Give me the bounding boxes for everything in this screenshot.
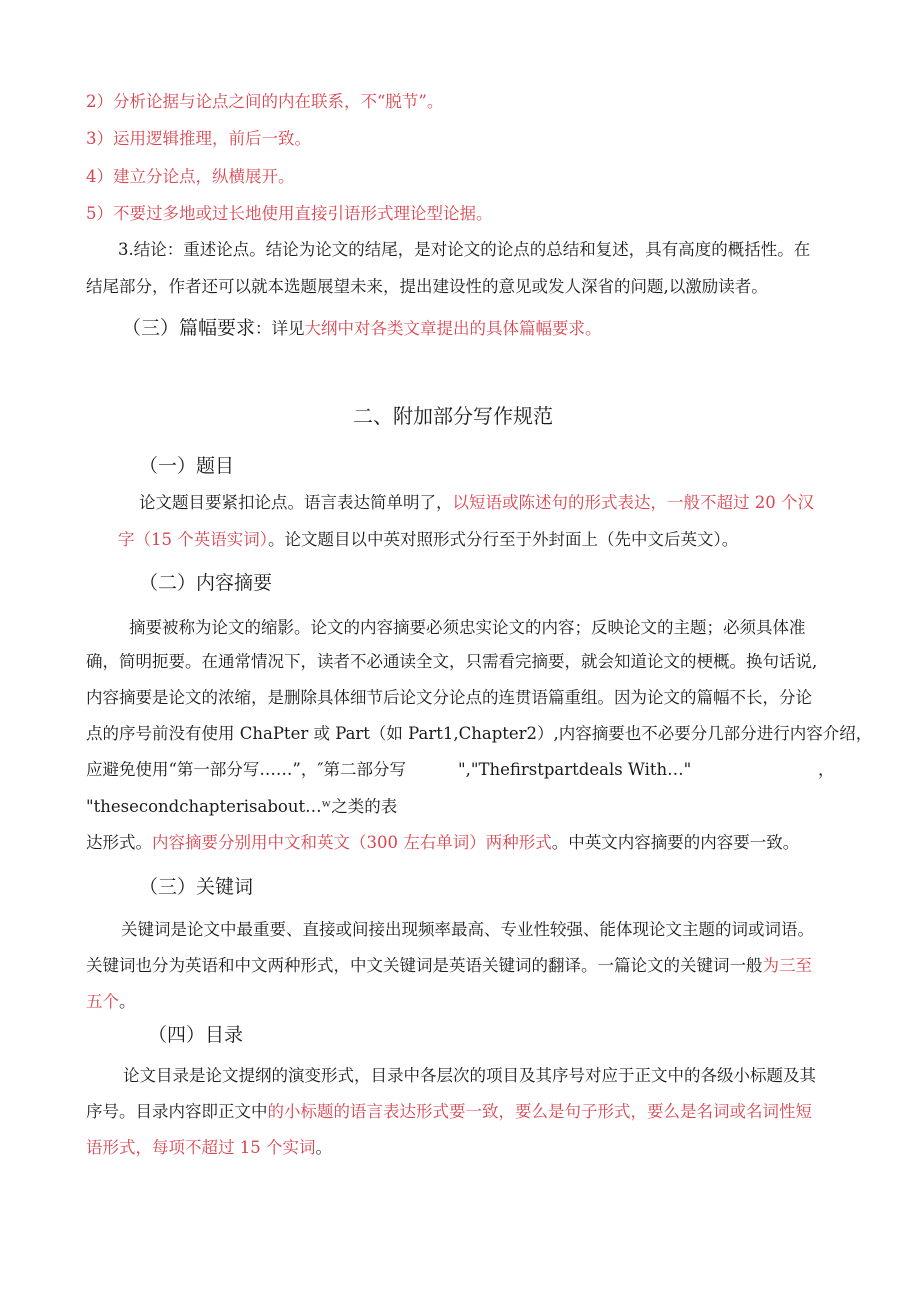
abstract-line-6: "thesecondchapterisabout…ʷ之类的表 <box>86 797 398 816</box>
toc-line-3-red: 语形式，每项不超过 15 个实词 <box>86 1138 316 1157</box>
toc-line-2-red: 的小标题的语言表达形式要一致，要么是句子形式，要么是名词或名词性短 <box>267 1102 812 1121</box>
title-para-black-2: 。论文题目以中英对照形式分行至于外封面上（先中文后英文）。 <box>268 530 739 549</box>
keywords-line-2 <box>86 954 812 978</box>
subheading-keywords: （三）关键词 <box>139 876 254 898</box>
title-para-black: 论文题目要紧扣论点。语言表达简单明了， <box>139 493 453 512</box>
abstract-line-2: 确，简明扼要。在通常情况下，读者不必通读全文，只需看完摘要，就会知道论文的梗概。换句话说, <box>86 652 818 671</box>
section-title: 二、附加部分写作规范 <box>353 404 553 428</box>
toc-line-2 <box>86 1100 812 1124</box>
abstract-line-5a: 应避免使用“第一部分写……”，″第二部分写 <box>86 760 407 779</box>
toc-line-2-black: 序号。目录内容即正文中 <box>86 1102 268 1121</box>
list-item-5: 5）不要过多地或过长地使用直接引语形式理论型论据。 <box>86 204 493 223</box>
abstract-line-5c: ， <box>818 760 835 779</box>
abstract-line-7-red: 内容摘要分别用中文和英文（300 左右单词）两种形式 <box>152 833 552 852</box>
subheading-title: （一）题目 <box>139 455 235 477</box>
abstract-line-7 <box>86 831 799 855</box>
keywords-line-1: 关键词是论文中最重要、直接或间接出现频率最高、专业性较强、能体现论文主题的词或词语。 <box>121 920 814 939</box>
keywords-line-3-black: 。 <box>119 992 136 1011</box>
abstract-line-7-black: 达形式。 <box>86 833 152 852</box>
length-red-text: 大纲中对各类文章提出的具体篇幅要求。 <box>304 319 602 338</box>
keywords-line-3-red: 五个 <box>86 992 119 1011</box>
toc-line-3-black: 。 <box>315 1138 332 1157</box>
abstract-line-5b: ","Thefirstpartdeals With…" <box>458 760 692 779</box>
abstract-line-5 <box>86 758 691 782</box>
list-item-3: 3）运用逻辑推理，前后一致。 <box>86 129 311 148</box>
title-para-line-1 <box>139 491 814 515</box>
toc-line-1: 论文目录是论文提纲的演变形式，目录中各层次的项目及其序号对应于正文中的各级小标题及其 <box>123 1066 816 1085</box>
length-lead: ：详见 <box>255 319 305 338</box>
list-item-4: 4）建立分论点，纵横展开。 <box>86 167 295 186</box>
toc-line-3 <box>86 1136 332 1160</box>
subheading-abstract: （二）内容摘要 <box>139 572 273 594</box>
keywords-line-3 <box>86 990 136 1014</box>
title-para-line-2 <box>118 528 738 552</box>
title-para-red-2: 字（15 个英语实词） <box>118 530 268 549</box>
abstract-line-4: 点的序号前没有使用 ChaPter 或 Part（如 Part1,Chapter2）,内容摘要也不必要分几部分进行内容介绍， <box>86 724 873 743</box>
keywords-line-2-black: 关键词也分为英语和中文两种形式，中文关键词是英语关键词的翻译。一篇论文的关键词一般 <box>86 956 763 975</box>
conclusion-line-1: 3.结论：重述论点。结论为论文的结尾，是对论文的论点的总结和复述，具有高度的概括性。在 <box>118 240 811 259</box>
title-para-red: 以短语或陈述句的形式表达，一般不超过 20 个汉 <box>452 493 814 512</box>
subheading-toc: （四）目录 <box>148 1024 244 1046</box>
abstract-line-3: 内容摘要是论文的浓缩，是删除具体细节后论文分论点的连贯语篇重组。因为论文的篇幅不长，分论 <box>86 688 812 707</box>
keywords-line-2-red: 为三至 <box>762 956 812 975</box>
length-requirement <box>122 316 602 341</box>
list-item-2: 2）分析论据与论点之间的内在联系，不“脱节”。 <box>86 92 444 111</box>
length-heading: （三）篇幅要求 <box>122 317 256 339</box>
abstract-line-7-end: 。中英文内容摘要的内容要一致。 <box>551 833 800 852</box>
abstract-line-1: 摘要被称为论文的缩影。论文的内容摘要必须忠实论文的内容；反映论文的主题；必须具体准 <box>129 618 806 637</box>
conclusion-line-2: 结尾部分，作者还可以就本选题展望未来，提出建设性的意见或发人深省的问题,以激励读者。 <box>86 277 768 296</box>
